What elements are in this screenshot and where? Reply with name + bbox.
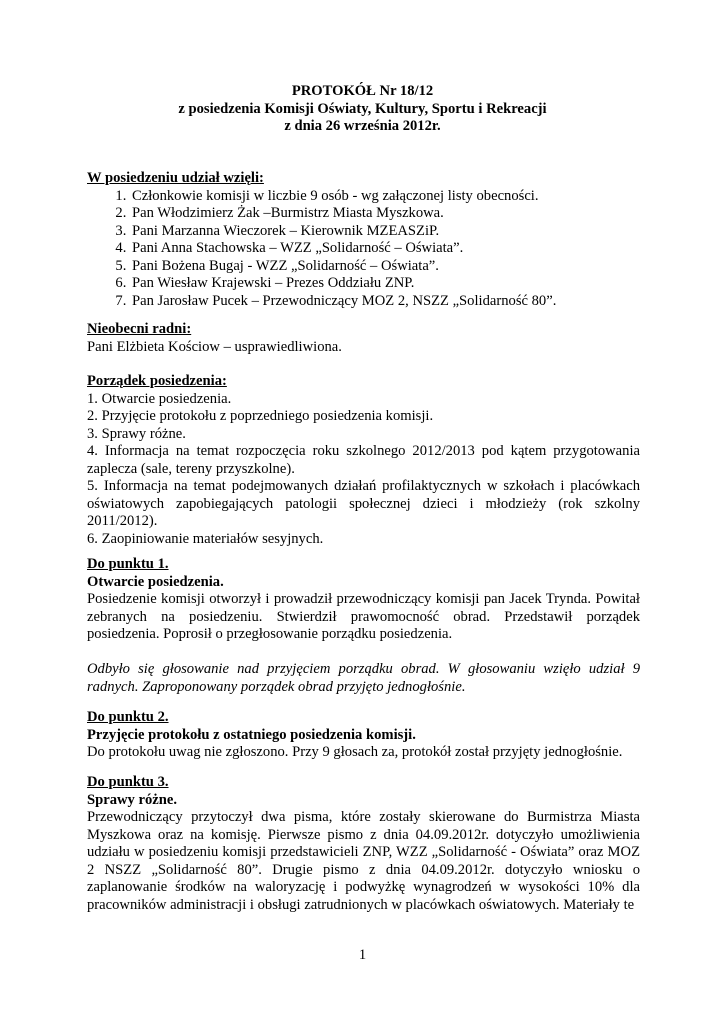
agenda-item: 6. Zaopiniowanie materiałów sesyjnych. <box>87 530 324 547</box>
point2-section <box>87 709 640 762</box>
point1-subheading: Otwarcie posiedzenia. <box>87 573 224 590</box>
page-number: 1 <box>358 947 367 963</box>
attendance-heading: W posiedzeniu udział wzięli: <box>87 170 264 186</box>
point3-text: Przewodniczący przytoczył dwa pisma, które zostały skierowane do Burmistrza Miasta Myszkowa oraz na komisję. Pierwsze pismo z dnia 04.09.2012r. dotyczyło umożliwienia udziału w posiedzeniu komisji przedstawicieli ZNP, WZZ „Solidarność - Oświata” oraz MOZ 2 NSZZ „Solidarność 80”. Drugie pismo z dnia 04.09.2012r. dotyczyło wniosku o zaplanowanie środków na waloryzację i podwyżkę wynagrodzeń w wysokości 10% dla pracowników administracji i obsługi zatrudnionych w placówkach oświatowych. Materiały te <box>87 809 640 913</box>
point2-text: Do protokołu uwag nie zgłoszono. Przy 9 głosach za, protokół został przyjęty jednogłośnie. <box>87 744 623 760</box>
point3-heading: Do punktu 3. <box>87 774 169 790</box>
absent-section <box>87 321 640 356</box>
title-line-2: z posiedzenia Komisji Oświaty, Kultury, Sportu i Rekreacji <box>178 100 547 117</box>
attendance-section <box>87 170 640 310</box>
absent-heading: Nieobecni radni: <box>87 321 192 337</box>
agenda-item: 3. Sprawy różne. <box>87 425 186 442</box>
list-item: 1. Członkowie komisji w liczbie 9 osób - wg załączonej listy obecności. <box>130 188 640 206</box>
list-item: 7. Pan Jarosław Pucek – Przewodniczący MOZ 2, NSZZ „Solidarność 80”. <box>130 293 640 311</box>
document-title <box>0 83 725 136</box>
point1-section <box>87 556 640 696</box>
title-line-1: PROTOKÓŁ Nr 18/12 <box>291 83 434 99</box>
title-line-3: z dnia 26 września 2012r. <box>284 118 441 134</box>
list-item: 4. Pani Anna Stachowska – WZZ „Solidarność – Oświata”. <box>130 240 640 258</box>
point3-section <box>87 774 640 914</box>
agenda-item: 5. Informacja na temat podejmowanych działań profilaktycznych w szkołach i placówkach oświatowych zapobiegających patologii społecznej dzieci i młodzieży (rok szkolny 2011/2012). <box>87 478 640 529</box>
point2-subheading: Przyjęcie protokołu z ostatniego posiedzenia komisji. <box>87 726 416 743</box>
agenda-item: 1. Otwarcie posiedzenia. <box>87 390 232 407</box>
attendance-list <box>87 188 640 311</box>
point1-vote: Odbyło się głosowanie nad przyjęciem porządku obrad. W głosowaniu wzięło udział 9 radnych. Zaproponowany porządek obrad przyjęto jednogłośnie. <box>87 661 640 695</box>
list-item: 5. Pani Bożena Bugaj - WZZ „Solidarność – Oświata”. <box>130 258 640 276</box>
list-item: 6. Pan Wiesław Krajewski – Prezes Oddziału ZNP. <box>130 275 640 293</box>
point1-heading: Do punktu 1. <box>87 556 169 572</box>
agenda-item: 2. Przyjęcie protokołu z poprzedniego posiedzenia komisji. <box>87 408 434 424</box>
absent-text: Pani Elżbieta Kościow – usprawiedliwiona. <box>87 338 342 355</box>
agenda-heading: Porządek posiedzenia: <box>87 373 227 389</box>
point3-subheading: Sprawy różne. <box>87 791 177 808</box>
point1-text: Posiedzenie komisji otworzył i prowadził przewodniczący komisji pan Jacek Trynda. Powitał zebranych na posiedzeniu. Stwierdził prawomocność obrad. Przedstawił porządek posiedzenia. Poprosił o przegłosowanie porządku posiedzenia. <box>87 591 640 642</box>
agenda-item: 4. Informacja na temat rozpoczęcia roku szkolnego 2012/2013 pod kątem przygotowania zaplecza (sale, tereny przyszkolne). <box>87 443 640 477</box>
list-item: 3. Pani Marzanna Wieczorek – Kierownik MZEASZiP. <box>130 223 640 241</box>
list-item: 2. Pan Włodzimierz Żak –Burmistrz Miasta Myszkowa. <box>130 205 640 223</box>
point2-heading: Do punktu 2. <box>87 709 169 725</box>
agenda-section <box>87 373 640 548</box>
